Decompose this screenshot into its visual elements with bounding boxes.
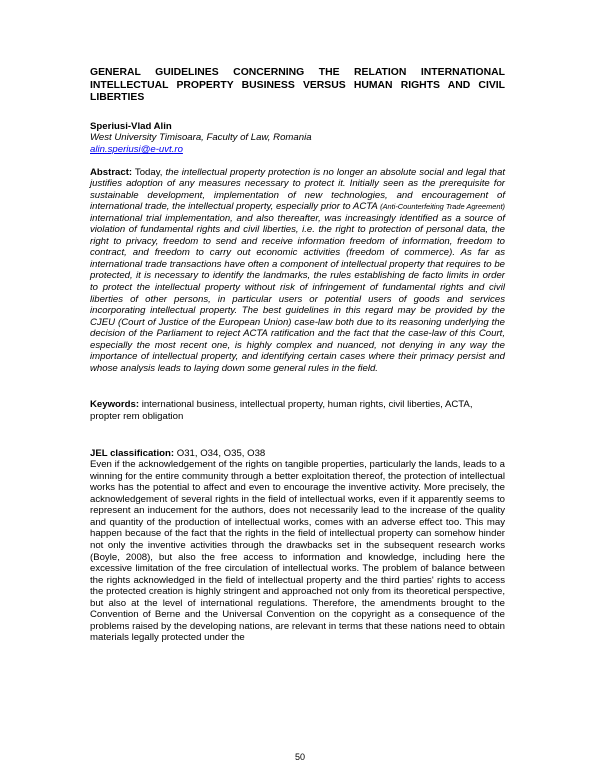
paper-title: GENERAL GUIDELINES CONCERNING THE RELATION INTERNATIONAL INTELLECTUAL PROPERTY BUSINESS VERSUS HUMAN RIGHTS AND CIVIL LIBERTIES <box>90 67 505 104</box>
abstract-text-part2: international trial implementation, and also thereafter, was increasingly identified as a source of violation of fundamental rights and civil liberties, i.e. the right to protection of personal data, the right to privacy, freedom to send and receive information freedom of information, freedom to contract, and freedom to carry out economic activities (freedom of commerce). As far as international trade transactions have often a component of intellectual property that requires to be protected, it is necessary to identify the landmarks, the rules establishing de facto limits in order to protect the intellectual property without risk of infringement of fundamental rights and civil liberties of other persons, in particular users or potential users of goods and services incorporating intellectual property. The best guidelines in this regard may be provided by the CJEU (Court of Justice of the European Union) case-law both due to its reasoning underlying the decision of the Parliament to reject ACTA ratification and the fact that the case-law of this Court, especially the most recent one, is highly complex and nuanced, not denying in any way the importance of intellectual property, and identifying certain cases where their primacy persist and whose analysis leads to laying down some general rules in the field. <box>90 212 505 374</box>
paper-page <box>90 67 505 644</box>
abstract-acta-expansion: (Anti-Counterfeiting Trade Agreement) <box>380 202 506 212</box>
abstract-label: Abstract: <box>90 166 133 178</box>
abstract-text-part1: the intellectual property protection is no longer an absolute social and legal that justifies adoption of any measures necessary to protect it. Initially seen as the prerequisite for sustainable development, implementation of new technologies, and encouragement of international trade, the intellectual property, especially prior to ACTA <box>90 166 505 213</box>
author-name: Speriusi-Vlad Alin <box>90 120 172 132</box>
body-paragraph: Even if the acknowledgement of the rights on tangible properties, particularly the lands, leads to a winning for the entire community through a better exploitation thereof, the protection of intellectual works has the potential to affect and even to encourage the inventive activity. More precisely, the acknowledgement of several rights in the field of intellectual works, even if it apparently seems to represent an inducement for the authors, does not necessarily lead to the increase of the quality and quantity of the production of intellectual works, comes with an adverse effect too. This may happen because of the fact that the rights in the field of intellectual property can somehow hinder not only the inventive activities through the drawbacks set in the subsequent research works (Boyle, 2008), but also the free access to information and knowledge, including here the excessive limitation of the free circulation of intellectual works. The problem of balance between the rights acknowledged in the field of intellectual property and the third parties' rights to access the protected creation is highly stringent and approached not only from its theoretical perspective, but also at the level of international regulations. Therefore, the amendments brought to the Convention of Berne and the Universal Convention on the copyright as a consequence of the problems raised by the developing nations, are relevant in terms that these nations need to obtain materials legally protected under the <box>90 459 505 644</box>
jel-classification <box>90 448 505 460</box>
jel-label: JEL classification: <box>90 447 175 459</box>
keywords-text: international business, intellectual property, human rights, civil liberties, ACTA, propter rem obligation <box>90 399 473 422</box>
abstract-lead: Today, <box>132 166 166 178</box>
abstract <box>90 167 505 375</box>
page-number: 50 <box>294 752 305 762</box>
jel-codes: O31, O34, O35, O38 <box>174 447 266 459</box>
author-affiliation: West University Timisoara, Faculty of Law, Romania <box>90 132 312 144</box>
keywords <box>90 399 505 422</box>
author-email-link[interactable]: alin.speriusi@e-uvt.ro <box>90 143 183 155</box>
keywords-label: Keywords: <box>90 399 140 411</box>
author-block <box>90 121 505 156</box>
